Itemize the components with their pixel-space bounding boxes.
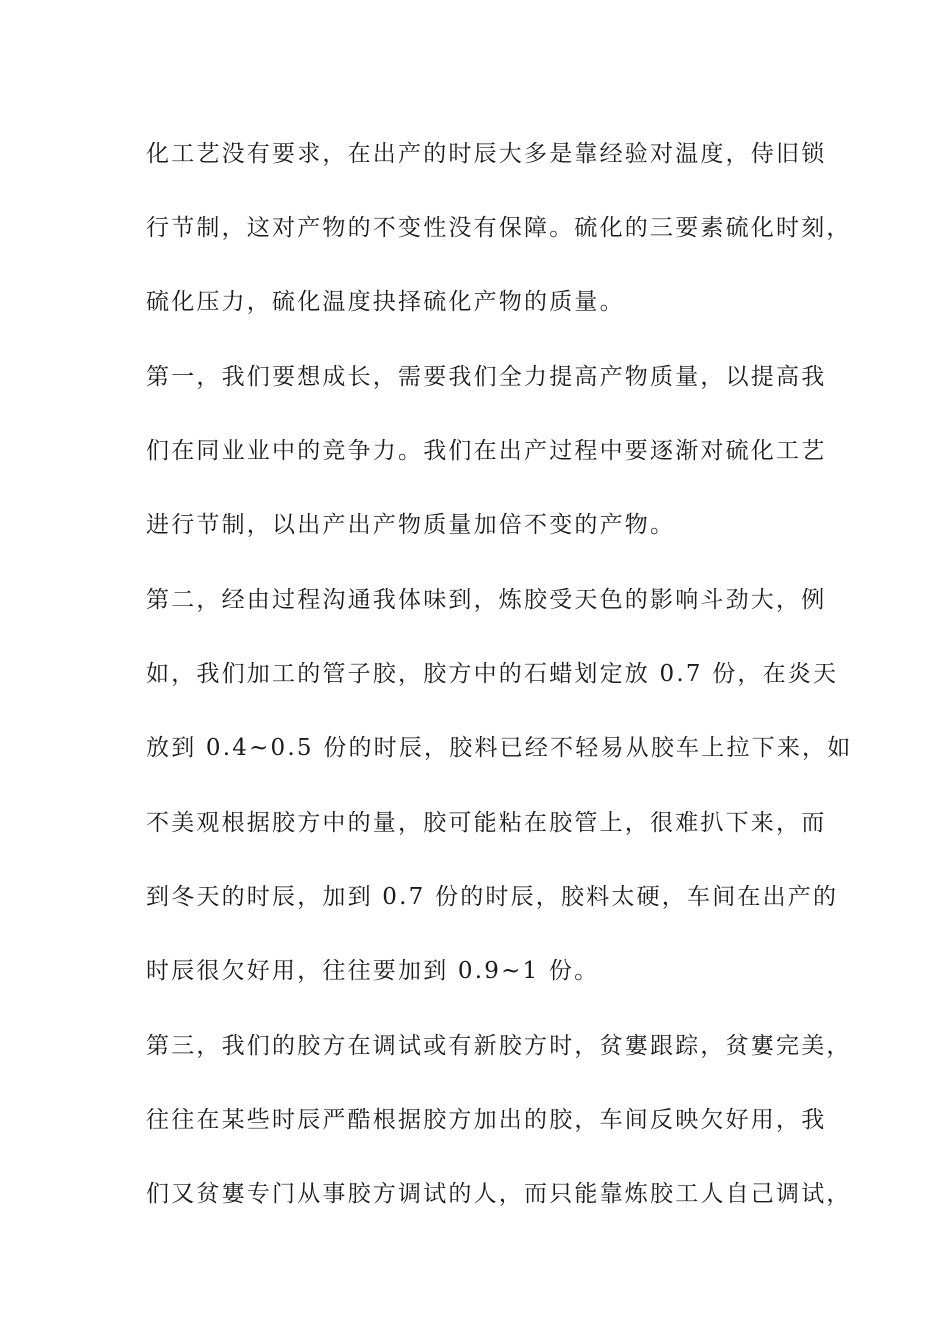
- text-line: 们在同业业中的竞争力。我们在出产过程中要逐渐对硫化工艺: [146, 438, 827, 464]
- text-line: 第三，我们的胶方在调试或有新胶方时，贫寠跟踪，贫寠完美，: [146, 1033, 852, 1059]
- text-line: 们又贫寠专门从事胶方调试的人，而只能靠炼胶工人自己调试，: [146, 1181, 852, 1207]
- text-line: 第一，我们要想成长，需要我们全力提高产物质量，以提高我: [146, 364, 827, 390]
- text-line: 时辰很欠好用，往往要加到 0.9~1 份。: [146, 958, 600, 984]
- text-line: 进行节制，以出产出产物质量加倍不变的产物。: [146, 512, 676, 538]
- text-line: 行节制，这对产物的不变性没有保障。硫化的三要素硫化时刻，: [146, 215, 852, 241]
- text-line: 化工艺没有要求，在出产的时辰大多是靠经验对温度，侍旧锁: [146, 141, 827, 167]
- text-line: 放到 0.4~0.5 份的时辰，胶料已经不轻易从胶车上拉下来，如: [146, 735, 853, 761]
- text-line: 第二，经由过程沟通我体味到，炼胶受天色的影响斗劲大，例: [146, 587, 827, 613]
- text-line: 不美观根据胶方中的量，胶可能粘在胶管上，很难扒下来，而: [146, 810, 827, 836]
- text-line: 到冬天的时辰，加到 0.7 份的时辰，胶料太硬，车间在出产的: [146, 884, 839, 910]
- text-line: 如，我们加工的管子胶，胶方中的石蜡划定放 0.7 份，在炎天: [146, 661, 839, 687]
- text-line: 硫化压力，硫化温度抉择硫化产物的质量。: [146, 289, 625, 315]
- text-line: 往往在某些时辰严酷根据胶方加出的胶，车间反映欠好用，我: [146, 1107, 827, 1133]
